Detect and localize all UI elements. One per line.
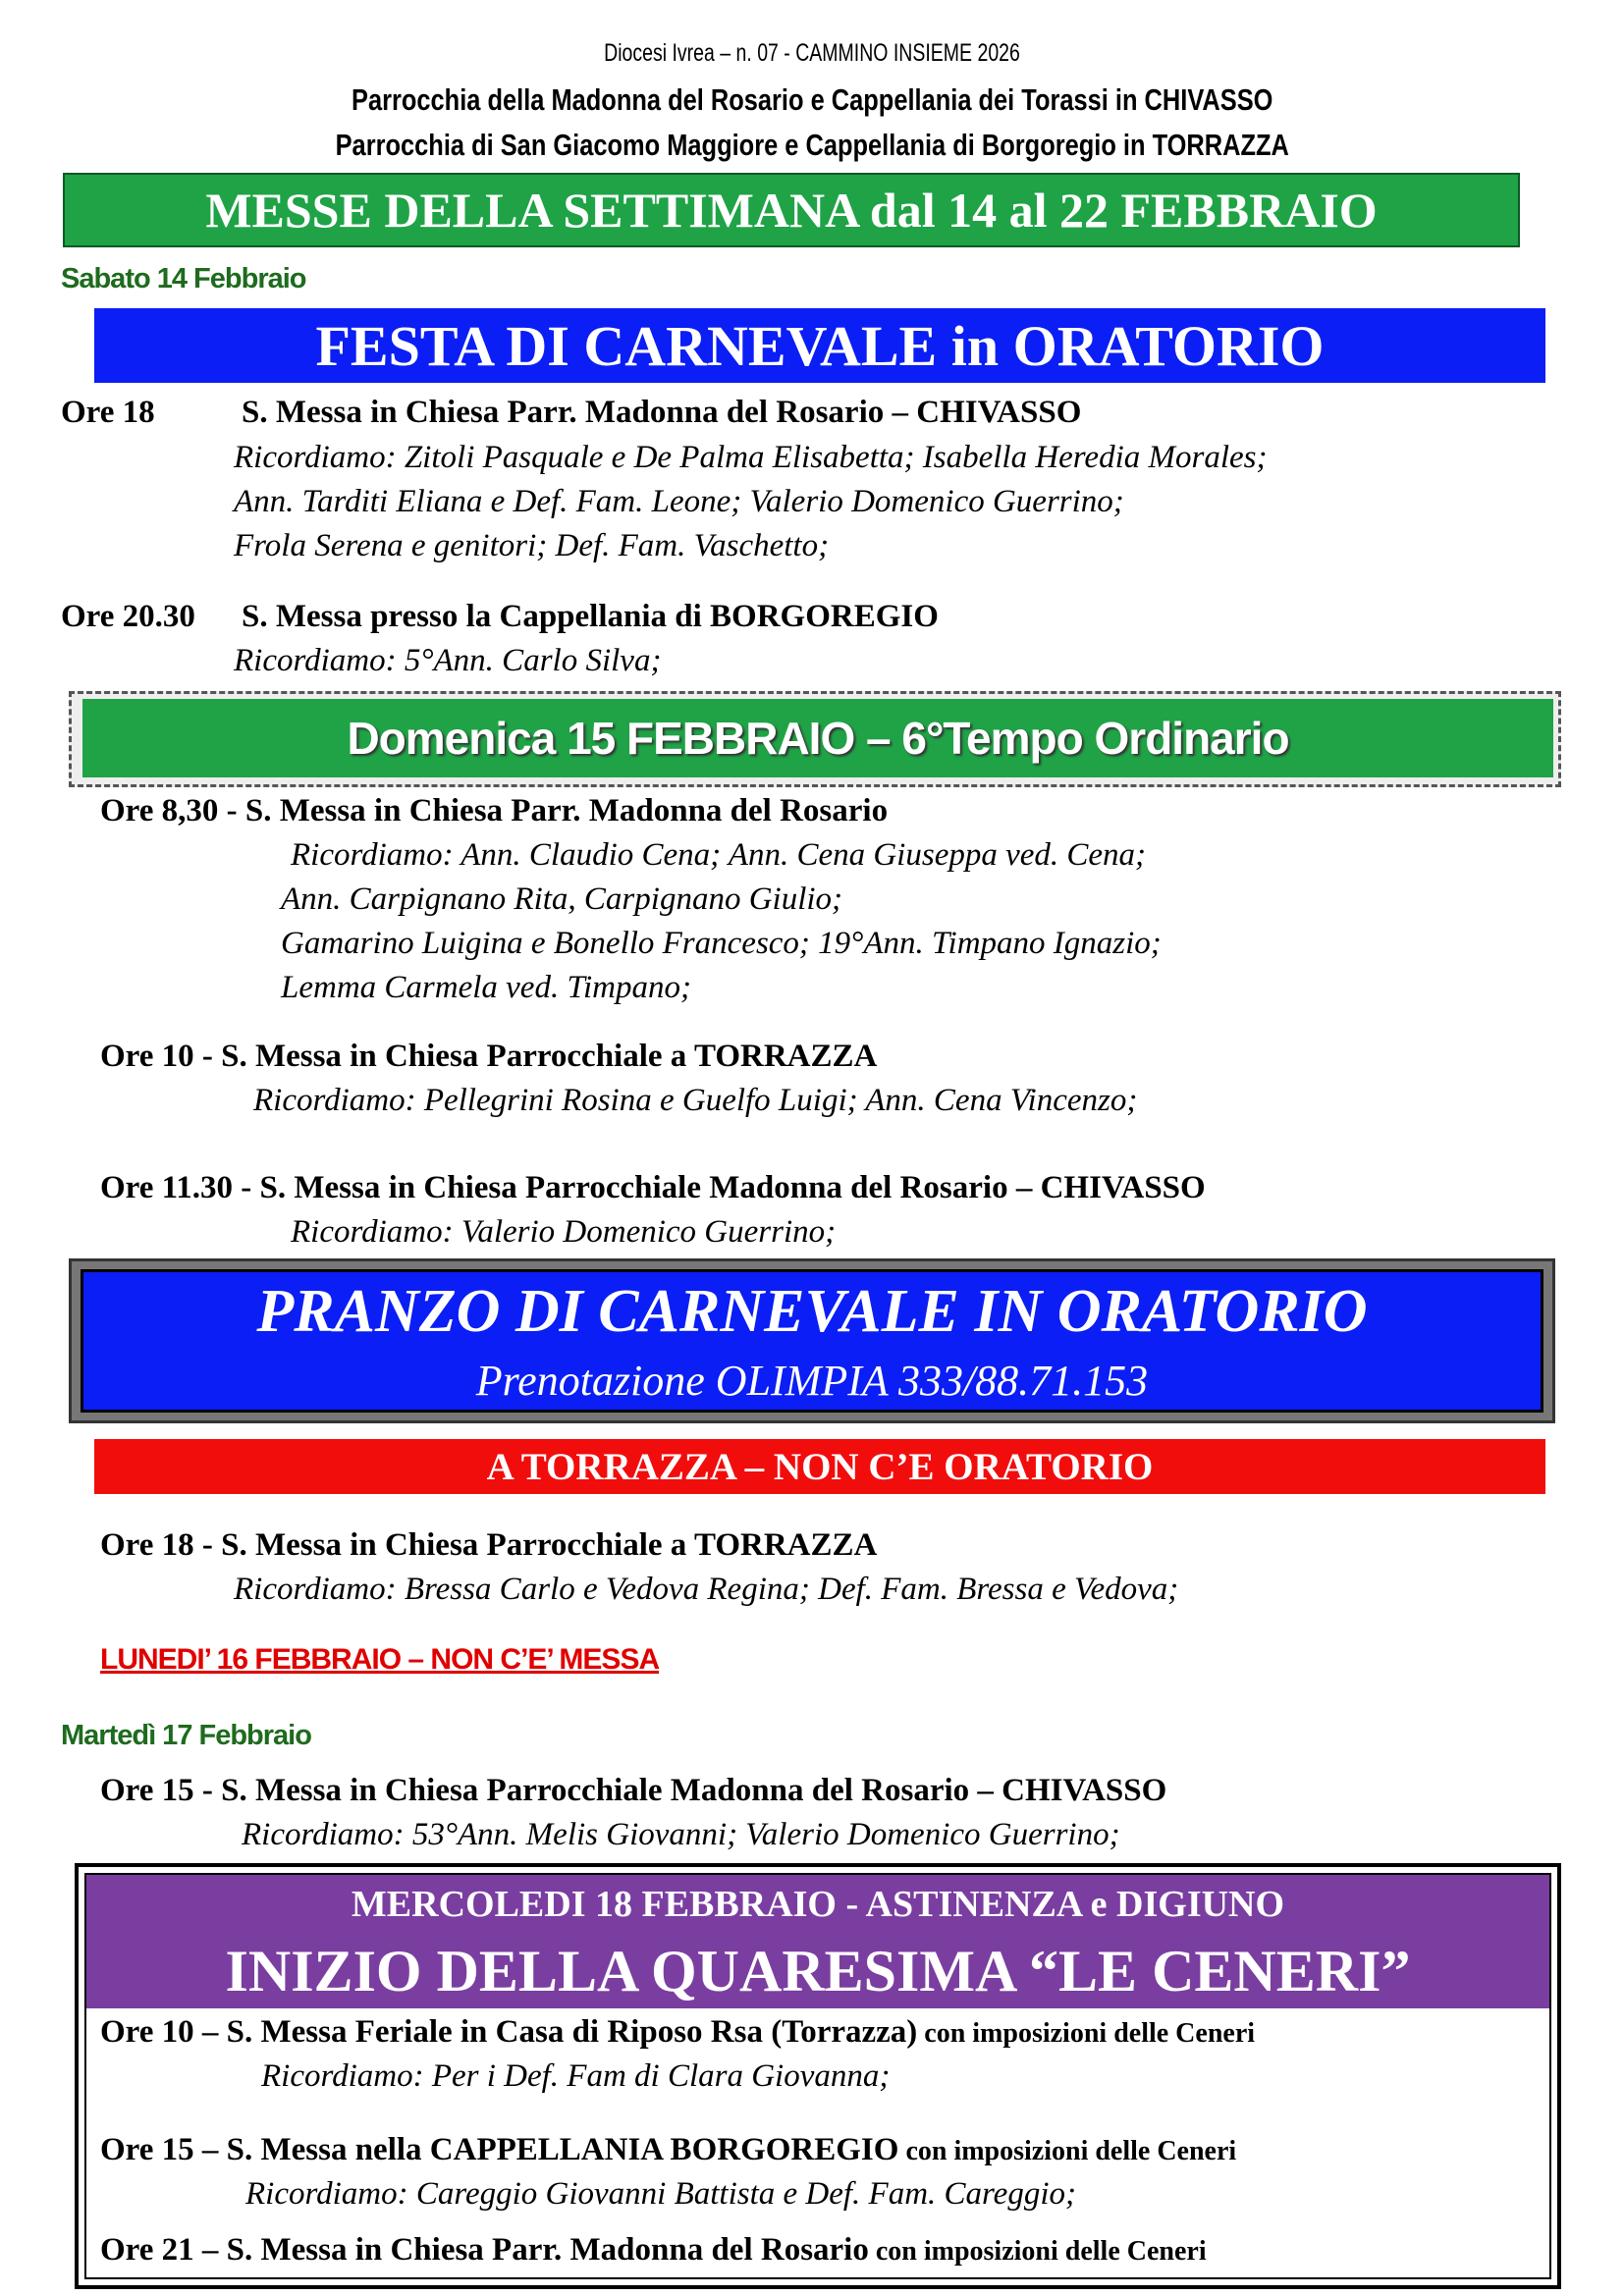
carnival-banner: FESTA DI CARNEVALE in ORATORIO bbox=[94, 308, 1545, 383]
monday-notice: LUNEDI’ 16 FEBBRAIO – NON C’E’ MESSA bbox=[100, 1643, 660, 1676]
sun-mass-1: Ore 8,30 - S. Messa in Chiesa Parr. Madonna del Rosario bbox=[100, 793, 889, 828]
pranzo-title: PRANZO DI CARNEVALE IN ORATORIO bbox=[256, 1277, 1368, 1345]
wednesday-banner-1: MERCOLEDI 18 FEBBRAIO - ASTINENZA e DIGIUNO bbox=[86, 1875, 1549, 1934]
tue-mass-1-remember-1: Ricordiamo: 53°Ann. Melis Giovanni; Valerio Domenico Guerrino; bbox=[242, 1817, 1120, 1852]
tue-mass-1: Ore 15 - S. Messa in Chiesa Parrocchiale Madonna del Rosario – CHIVASSO bbox=[100, 1773, 1167, 1808]
week-title-banner: MESSE DELLA SETTIMANA dal 14 al 22 FEBBRAIO bbox=[63, 173, 1520, 247]
sun-mass-1-remember-3: Gamarino Luigina e Bonello Francesco; 19°Ann. Timpano Ignazio; bbox=[281, 926, 1162, 961]
wed-mass-3: Ore 21 – S. Messa in Chiesa Parr. Madonna del Rosario con imposizioni delle Ceneri bbox=[100, 2232, 1207, 2268]
wednesday-banner-2: INIZIO DELLA QUARESIMA “LE CENERI” bbox=[86, 1934, 1549, 2008]
wed-mass-1: Ore 10 – S. Messa Feriale in Casa di Riposo Rsa (Torrazza) con imposizioni delle Ceneri bbox=[100, 2014, 1256, 2050]
header-line-2: Parrocchia della Madonna del Rosario e Cappellania dei Torassi in CHIVASSO bbox=[351, 82, 1273, 117]
sat-mass-1: S. Messa in Chiesa Parr. Madonna del Rosario – CHIVASSO bbox=[242, 395, 1082, 430]
header-line-3: Parrocchia di San Giacomo Maggiore e Cappellania di Borgoregio in TORRAZZA bbox=[335, 128, 1289, 162]
sat-mass-1-remember-2: Ann. Tarditi Eliana e Def. Fam. Leone; Valerio Domenico Guerrino; bbox=[234, 484, 1124, 519]
sun-mass-2: Ore 10 - S. Messa in Chiesa Parrocchiale a TORRAZZA bbox=[100, 1039, 878, 1074]
sunday-banner: Domenica 15 FEBBRAIO – 6°Tempo Ordinario bbox=[82, 699, 1553, 777]
torrazza-banner: A TORRAZZA – NON C’E ORATORIO bbox=[94, 1439, 1545, 1494]
sun-mass-2-remember-1: Ricordiamo: Pellegrini Rosina e Guelfo Luigi; Ann. Cena Vincenzo; bbox=[253, 1083, 1138, 1118]
sat-mass-1-remember-3: Frola Serena e genitori; Def. Fam. Vaschetto; bbox=[234, 528, 830, 563]
sun-mass-3-remember-1: Ricordiamo: Valerio Domenico Guerrino; bbox=[291, 1214, 837, 1250]
tuesday-label: Martedì 17 Febbraio bbox=[61, 1720, 311, 1751]
sat-mass-2-time: Ore 20.30 bbox=[61, 599, 195, 634]
sun-mass-1-remember-1: Ricordiamo: Ann. Claudio Cena; Ann. Cena Giuseppa ved. Cena; bbox=[291, 837, 1147, 873]
pranzo-booking: Prenotazione OLIMPIA 333/88.71.153 bbox=[475, 1356, 1149, 1405]
sun-mass-1-remember-4: Lemma Carmela ved. Timpano; bbox=[281, 970, 691, 1005]
sat-mass-2-remember-1: Ricordiamo: 5°Ann. Carlo Silva; bbox=[234, 643, 662, 678]
sat-mass-1-remember-1: Ricordiamo: Zitoli Pasquale e De Palma Elisabetta; Isabella Heredia Morales; bbox=[234, 440, 1268, 475]
sun-mass-3: Ore 11.30 - S. Messa in Chiesa Parrocchiale Madonna del Rosario – CHIVASSO bbox=[100, 1170, 1206, 1205]
saturday-label: Sabato 14 Febbraio bbox=[61, 263, 306, 294]
wed-mass-2-remember-1: Ricordiamo: Careggio Giovanni Battista e Def. Fam. Careggio; bbox=[245, 2176, 1076, 2212]
wed-mass-2: Ore 15 – S. Messa nella CAPPELLANIA BORGOREGIO con imposizioni delle Ceneri bbox=[100, 2132, 1237, 2167]
wed-mass-1-remember-1: Ricordiamo: Per i Def. Fam di Clara Giovanna; bbox=[261, 2058, 891, 2094]
sat-mass-1-time: Ore 18 bbox=[61, 395, 155, 430]
header-line-1: Diocesi Ivrea – n. 07 - CAMMINO INSIEME 2026 bbox=[604, 39, 1020, 67]
sun-mass-4-remember-1: Ricordiamo: Bressa Carlo e Vedova Regina; Def. Fam. Bressa e Vedova; bbox=[234, 1572, 1179, 1607]
sat-mass-2: S. Messa presso la Cappellania di BORGOREGIO bbox=[242, 599, 939, 634]
sun-mass-1-remember-2: Ann. Carpignano Rita, Carpignano Giulio; bbox=[281, 881, 843, 917]
sun-mass-4: Ore 18 - S. Messa in Chiesa Parrocchiale a TORRAZZA bbox=[100, 1527, 878, 1563]
